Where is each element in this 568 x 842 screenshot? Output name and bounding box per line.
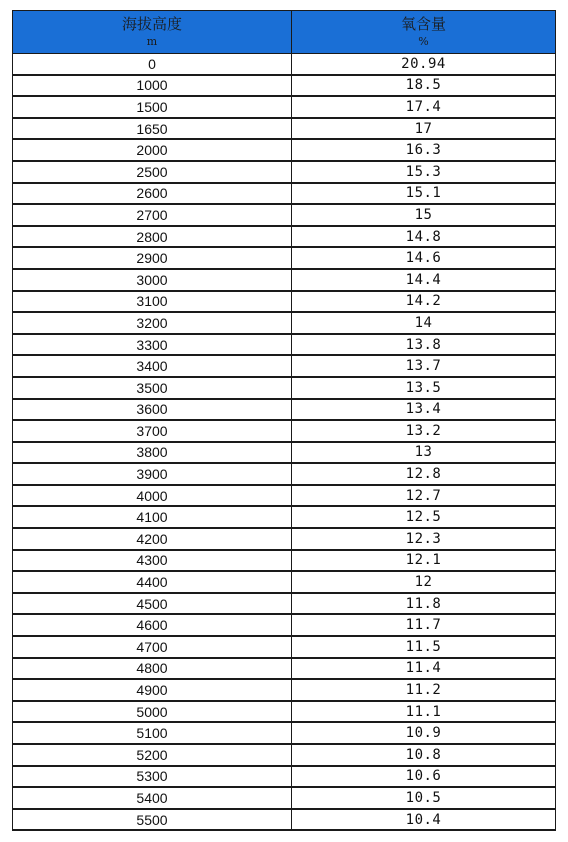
- table-row: [13, 463, 556, 485]
- altitude-cell[interactable]: 2800: [13, 226, 292, 248]
- altitude-cell[interactable]: 3300: [13, 334, 292, 356]
- table-row: [13, 679, 556, 701]
- oxygen-column-header[interactable]: [292, 11, 556, 54]
- table-row: [13, 312, 556, 334]
- altitude-cell[interactable]: 4500: [13, 593, 292, 615]
- oxygen-cell[interactable]: 16.3: [292, 139, 556, 161]
- oxygen-cell[interactable]: 14.8: [292, 226, 556, 248]
- table-row: [13, 550, 556, 572]
- altitude-cell[interactable]: 4200: [13, 528, 292, 550]
- table-row: [13, 787, 556, 809]
- oxygen-cell[interactable]: 14.6: [292, 247, 556, 269]
- table-row: [13, 744, 556, 766]
- oxygen-altitude-sheet: [12, 10, 555, 831]
- altitude-cell[interactable]: 3000: [13, 269, 292, 291]
- altitude-cell[interactable]: 4700: [13, 636, 292, 658]
- oxygen-cell[interactable]: 13.5: [292, 377, 556, 399]
- altitude-cell[interactable]: 4000: [13, 485, 292, 507]
- table-row: [13, 161, 556, 183]
- table-row: [13, 614, 556, 636]
- table-row: [13, 766, 556, 788]
- altitude-cell[interactable]: 1000: [13, 75, 292, 97]
- altitude-cell[interactable]: 3900: [13, 463, 292, 485]
- table-row: [13, 722, 556, 744]
- table-row: [13, 528, 556, 550]
- oxygen-cell[interactable]: 18.5: [292, 75, 556, 97]
- table-row: [13, 355, 556, 377]
- oxygen-cell[interactable]: 12.8: [292, 463, 556, 485]
- table-row: [13, 420, 556, 442]
- oxygen-cell[interactable]: 13.7: [292, 355, 556, 377]
- table-row: [13, 75, 556, 97]
- altitude-cell[interactable]: 5300: [13, 766, 292, 788]
- oxygen-cell[interactable]: 12.5: [292, 506, 556, 528]
- altitude-cell[interactable]: 3600: [13, 399, 292, 421]
- oxygen-cell[interactable]: 13.4: [292, 399, 556, 421]
- table-row: [13, 506, 556, 528]
- altitude-cell[interactable]: 5400: [13, 787, 292, 809]
- altitude-cell[interactable]: 5000: [13, 701, 292, 723]
- altitude-cell[interactable]: 2500: [13, 161, 292, 183]
- oxygen-header-label: 氧含量: [400, 14, 446, 33]
- altitude-cell[interactable]: 1650: [13, 118, 292, 140]
- table-row: [13, 118, 556, 140]
- table-row: [13, 334, 556, 356]
- altitude-cell[interactable]: 4600: [13, 614, 292, 636]
- altitude-cell[interactable]: 2000: [13, 139, 292, 161]
- table-row: [13, 442, 556, 464]
- oxygen-cell[interactable]: 11.8: [292, 593, 556, 615]
- oxygen-cell[interactable]: 15: [292, 204, 556, 226]
- table-row: [13, 485, 556, 507]
- oxygen-cell[interactable]: 15.3: [292, 161, 556, 183]
- table-row: [13, 571, 556, 593]
- altitude-cell[interactable]: 2900: [13, 247, 292, 269]
- table-header: [13, 11, 556, 54]
- header-row: [13, 11, 556, 54]
- oxygen-cell[interactable]: 11.1: [292, 701, 556, 723]
- oxygen-cell[interactable]: 20.94: [292, 54, 556, 75]
- altitude-cell[interactable]: 3200: [13, 312, 292, 334]
- table-row: [13, 204, 556, 226]
- table-row: [13, 54, 556, 75]
- oxygen-cell[interactable]: 11.5: [292, 636, 556, 658]
- oxygen-cell[interactable]: 13: [292, 442, 556, 464]
- altitude-cell[interactable]: 2600: [13, 183, 292, 205]
- table-row: [13, 269, 556, 291]
- oxygen-cell[interactable]: 17.4: [292, 96, 556, 118]
- altitude-cell[interactable]: 4800: [13, 658, 292, 680]
- oxygen-cell[interactable]: 10.6: [292, 766, 556, 788]
- table-row: [13, 636, 556, 658]
- altitude-column-header[interactable]: [13, 11, 292, 54]
- oxygen-cell[interactable]: 15.1: [292, 183, 556, 205]
- altitude-cell[interactable]: 2700: [13, 204, 292, 226]
- oxygen-cell[interactable]: 13.2: [292, 420, 556, 442]
- oxygen-cell[interactable]: 11.4: [292, 658, 556, 680]
- oxygen-header-unit: %: [418, 34, 429, 48]
- table-row: [13, 399, 556, 421]
- oxygen-cell[interactable]: 10.4: [292, 809, 556, 831]
- oxygen-cell[interactable]: 12.7: [292, 485, 556, 507]
- table-row: [13, 139, 556, 161]
- table-row: [13, 701, 556, 723]
- altitude-cell[interactable]: 1500: [13, 96, 292, 118]
- altitude-cell[interactable]: 4400: [13, 571, 292, 593]
- table-row: [13, 593, 556, 615]
- altitude-cell[interactable]: 3500: [13, 377, 292, 399]
- table-row: [13, 377, 556, 399]
- oxygen-cell[interactable]: 10.9: [292, 722, 556, 744]
- table-row: [13, 809, 556, 831]
- altitude-header-label: 海拔高度: [121, 14, 182, 33]
- table-body: [13, 54, 556, 831]
- oxygen-cell[interactable]: 17: [292, 118, 556, 140]
- oxygen-cell[interactable]: 12: [292, 571, 556, 593]
- oxygen-cell[interactable]: 14: [292, 312, 556, 334]
- table-row: [13, 658, 556, 680]
- oxygen-cell[interactable]: 14.4: [292, 269, 556, 291]
- table-row: [13, 226, 556, 248]
- table-row: [13, 247, 556, 269]
- altitude-cell[interactable]: 3100: [13, 291, 292, 313]
- oxygen-cell[interactable]: 11.7: [292, 614, 556, 636]
- altitude-cell[interactable]: 5500: [13, 809, 292, 831]
- table-row: [13, 183, 556, 205]
- altitude-cell[interactable]: 3700: [13, 420, 292, 442]
- oxygen-cell[interactable]: 10.8: [292, 744, 556, 766]
- oxygen-cell[interactable]: 10.5: [292, 787, 556, 809]
- altitude-header-unit: m: [146, 34, 158, 48]
- oxygen-cell[interactable]: 12.3: [292, 528, 556, 550]
- table-row: [13, 291, 556, 313]
- altitude-cell[interactable]: 5200: [13, 744, 292, 766]
- altitude-cell[interactable]: 3800: [13, 442, 292, 464]
- altitude-cell[interactable]: 5100: [13, 722, 292, 744]
- oxygen-cell[interactable]: 14.2: [292, 291, 556, 313]
- altitude-cell[interactable]: 4300: [13, 550, 292, 572]
- altitude-cell[interactable]: 4900: [13, 679, 292, 701]
- oxygen-cell[interactable]: 11.2: [292, 679, 556, 701]
- oxygen-altitude-table: [12, 10, 556, 831]
- altitude-cell[interactable]: 0: [13, 54, 292, 75]
- oxygen-cell[interactable]: 12.1: [292, 550, 556, 572]
- altitude-cell[interactable]: 4100: [13, 506, 292, 528]
- oxygen-cell[interactable]: 13.8: [292, 334, 556, 356]
- altitude-cell[interactable]: 3400: [13, 355, 292, 377]
- table-row: [13, 96, 556, 118]
